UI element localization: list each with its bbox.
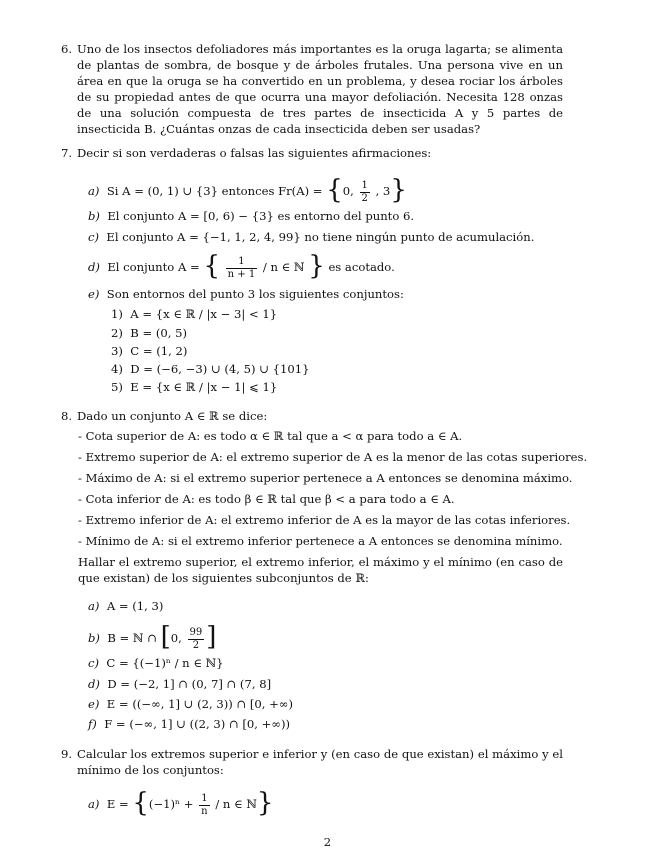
item-8b: b) B = ℕ ∩ [0, $\frac{99}{2}$ ] xyxy=(88,622,217,652)
definition: - Extremo superior de A: el extremo superior de A es la menor de las cotas superiores. xyxy=(78,450,588,464)
exercise-number: 8. xyxy=(61,409,73,423)
item-8d: d) D = (−2, 1] ∩ (0, 7] ∩ (7, 8] xyxy=(88,677,272,691)
definition: - Mínimo de A: si el extremo inferior pertenece a A entonces se denomina mínimo. xyxy=(78,534,563,548)
item-7e: e) Son entornos del punto 3 los siguientes conjuntos: xyxy=(88,287,404,301)
item-8a: a) A = (1, 3) xyxy=(88,599,164,613)
exercise-number: 6. xyxy=(61,42,73,56)
exercise-6 xyxy=(61,41,563,137)
exercise-9 xyxy=(61,746,563,778)
definition: - Extremo inferior de A: el extremo inferior de A es la mayor de las cotas inferiores. xyxy=(78,513,571,527)
item-7c: c) El conjunto A = {−1, 1, 2, 4, 99} no tiene ningún punto de acumulación. xyxy=(88,230,535,244)
page-number: 2 xyxy=(323,835,332,849)
item-8e: e) E = ((−∞, 1] ∪ (2, 3)) ∩ [0, +∞) xyxy=(88,697,294,711)
definition: - Cota inferior de A: es todo β ∈ ℝ tal que β < a para todo a ∈ A. xyxy=(78,492,455,506)
exercise-text: Calcular los extremos superior e inferior y (en caso de que existan) el máximo y el mínimo de los conjuntos: xyxy=(77,747,563,777)
exercise-7 xyxy=(61,145,563,161)
item-8c: c) C = {(−1)ⁿ / n ∈ ℕ} xyxy=(88,656,224,670)
exercise-8-task: Hallar el extremo superior, el extremo inferior, el máximo y el mínimo (en caso de que existan) de los siguientes subconjuntos de ℝ: xyxy=(78,555,563,585)
item-8f: f) F = (−∞, 1] ∪ ((2, 3) ∩ [0, +∞)) xyxy=(88,717,291,731)
definition: - Máximo de A: si el extremo superior pertenece a A entonces se denomina máximo. xyxy=(78,471,573,485)
list-item: 1) A = {x ∈ ℝ / |x − 3| < 1} xyxy=(111,307,278,321)
item-7b: b) El conjunto A = [0, 6) − {3} es entorno del punto 6. xyxy=(88,209,415,223)
exercise-intro: Decir si son verdaderas o falsas las siguientes afirmaciones: xyxy=(77,146,432,160)
exercise-number: 7. xyxy=(61,146,73,160)
exercise-8 xyxy=(61,408,563,424)
list-item: 3) C = (1, 2) xyxy=(111,344,188,358)
item-9a: a) E = {(−1)ⁿ + $\frac{1}{n}$ / n ∈ ℕ} xyxy=(88,788,274,818)
list-item: 4) D = (−6, −3) ∪ (4, 5) ∪ {101} xyxy=(111,362,310,376)
item-7d: d) El conjunto A = { $\frac{1}{n + 1}$ / n ∈ ℕ } es acotado. xyxy=(88,251,395,281)
exercise-number: 9. xyxy=(61,747,73,761)
exercise-text: Uno de los insectos defoliadores más importantes es la oruga lagarta; se alimenta de plantas de sombra, de bosque y de árboles frutales. Una persona vive en un área en que la oruga se ha convertido en un problema, y desea rociar los árboles de su propiedad antes de que ocurra una mayor defoliación. Necesita 128 onzas de una solución compuesta de tres partes de insecticida A y 5 partes de insecticida B. ¿Cuántas onzas de cada insecticida deben ser usadas? xyxy=(77,42,563,136)
definition: - Cota superior de A: es todo α ∈ ℝ tal que a < α para todo a ∈ A. xyxy=(78,429,463,443)
list-item: 5) E = {x ∈ ℝ / |x − 1| ⩽ 1} xyxy=(111,380,278,394)
exercise-intro: Dado un conjunto A ∈ ℝ se dice: xyxy=(77,409,268,423)
list-item: 2) B = (0, 5) xyxy=(111,326,188,340)
item-7a: a) Si A = (0, 1) ∪ {3} entonces Fr(A) = {0, $\frac{1}{2}$ , 3} xyxy=(88,175,407,205)
